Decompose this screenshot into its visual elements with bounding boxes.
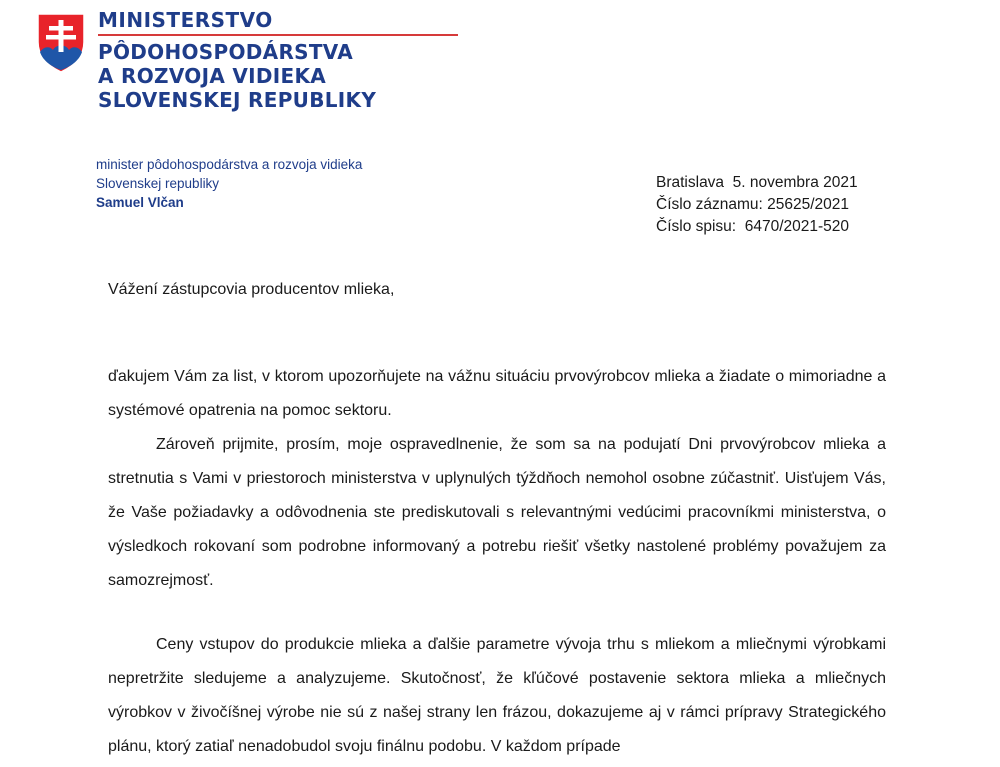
reference-block: [656, 172, 858, 238]
ministry-title-line2: PÔDOHOSPODÁRSTVA: [98, 40, 353, 64]
ministry-title-line4: SLOVENSKEJ REPUBLIKY: [98, 88, 377, 112]
letter-body: [108, 360, 886, 764]
paragraph-1: ďakujem Vám za list, v ktorom upozorňujete na vážnu situáciu prvovýrobcov mlieka a žiadate o mimoriadne a systémové opatrenia na pomoc sektoru.: [108, 368, 886, 419]
salutation: Vážení zástupcovia producentov mlieka,: [108, 281, 395, 298]
paragraph-3: Ceny vstupov do produkcie mlieka a ďalšie parametre vývoja trhu s mliekom a mliečnymi výrobkami nepretržite sledujeme a analyzujeme. Skutočnosť, že kľúčové postavenie sektora mlieka a mliečnych výrobkov v živočíšnej výrobe nie sú z našej strany len frázou, dokazujeme aj v rámci prípravy Strategického plánu, ktorý zatiaľ nenadobudol svoju finálnu podobu. V každom prípade: [108, 636, 886, 755]
record-number: Číslo záznamu: 25625/2021: [656, 196, 850, 213]
ministry-title-rest: [98, 40, 376, 112]
signatory-name: Samuel Vlčan: [96, 195, 184, 210]
place-date: Bratislava 5. novembra 2021: [656, 174, 858, 191]
ministry-title-line1: MINISTERSTVO: [98, 8, 273, 32]
signatory-title-line1: minister pôdohospodárstva a rozvoja vidieka: [96, 157, 363, 172]
file-number: Číslo spisu: 6470/2021-520: [656, 218, 850, 235]
paragraph-2: Zároveň prijmite, prosím, moje ospravedlnenie, že som sa na podujatí Dni prvovýrobcov mlieka a stretnutia s Vami v priestoroch ministerstva v uplynulých týždňoch nemohol osobne zúčastniť. Uisťujem Vás, že Vaše požiadavky a odôvodnenia ste prediskutovali s relevantnými vedúcimi pracovníkmi ministerstva, o výsledkoch rokovaní som podrobne informovaný a potrebu riešiť všetky nastolené problémy považujem za samozrejmosť.: [108, 436, 886, 589]
ministry-header: [98, 8, 376, 112]
slovak-coat-of-arms-icon: [36, 12, 86, 74]
ministry-title-line3: A ROZVOJA VIDIEKA: [98, 64, 327, 88]
signatory-title-line2: Slovenskej republiky: [96, 176, 220, 191]
header-rule: [98, 34, 458, 36]
signatory-block: [96, 155, 362, 212]
